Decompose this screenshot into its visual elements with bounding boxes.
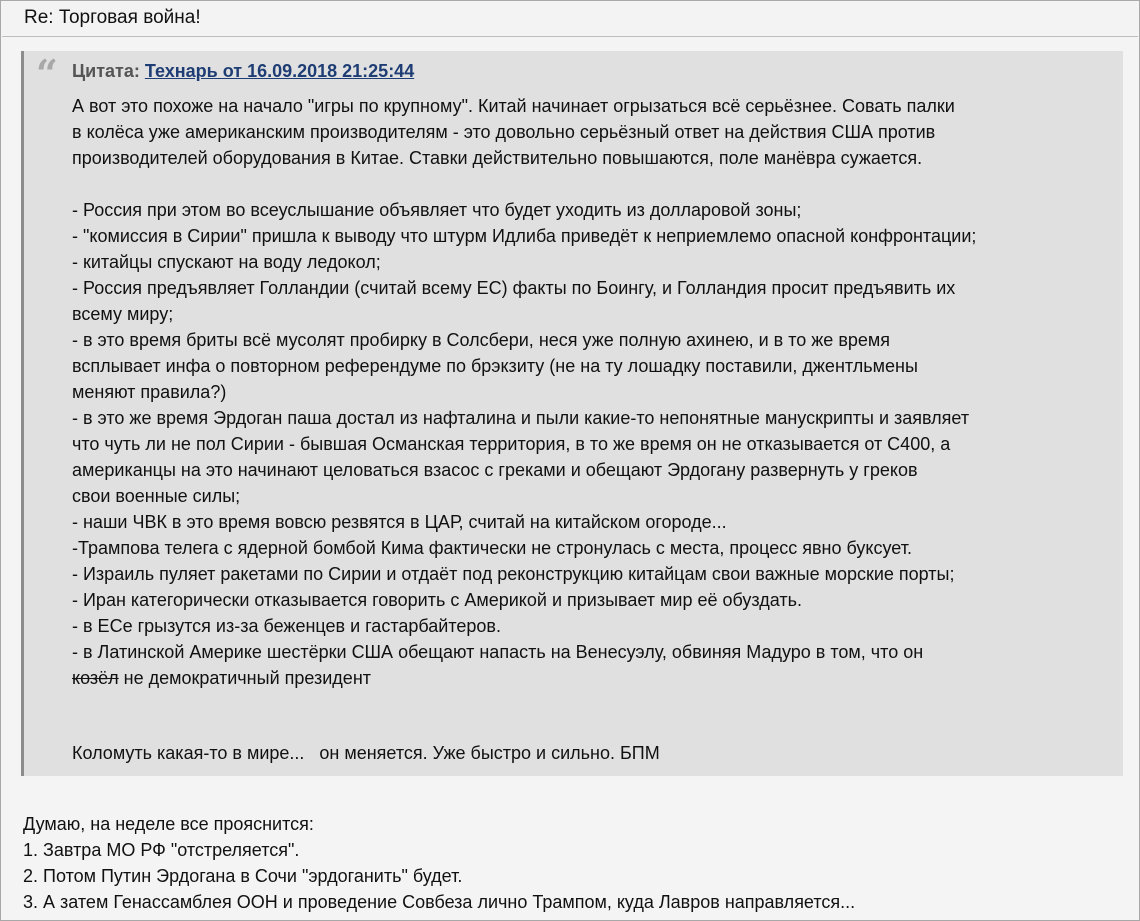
quote-body bbox=[72, 93, 1116, 691]
quote-block bbox=[21, 51, 1123, 776]
quote-line: - Иран категорически отказывается говорить с Америкой и призывает мир её обуздать. bbox=[72, 590, 803, 610]
quote-line: в колёса уже американским производителям - это довольно серьёзный ответ на действия США против bbox=[72, 122, 936, 142]
quote-header bbox=[72, 61, 414, 82]
quote-line-rest: не демократичный президент bbox=[118, 668, 371, 688]
post-title: Re: Торговая война! bbox=[24, 7, 201, 28]
quote-line: американцы на это начинают целоваться взасос с греками и обещают Эрдогану развернуть у греков bbox=[72, 460, 918, 480]
reply-line: 2. Потом Путин Эрдогана в Сочи "эрдоганить" будет. bbox=[23, 866, 463, 886]
strikethrough-text: козёл bbox=[72, 668, 119, 688]
quote-line: меняют правила?) bbox=[72, 382, 227, 402]
quote-line: - наши ЧВК в это время вовсю резвятся в ЦАР, считай на китайском огороде... bbox=[72, 512, 727, 532]
quote-line: - в ЕСе грызутся из-за беженцев и гастарбайтеров. bbox=[72, 616, 501, 636]
quote-line: производителей оборудования в Китае. Ставки действительно повышаются, поле манёвра сужается. bbox=[72, 148, 923, 168]
quote-line: всплывает инфа о повторном референдуме по брэкзиту (не на ту лошадку поставили, джентльмены bbox=[72, 356, 918, 376]
quote-line: всему миру; bbox=[72, 304, 174, 324]
quote-line: - Россия предъявляет Голландии (считай всему ЕС) факты по Боингу, и Голландия просит предъявить их bbox=[72, 278, 956, 298]
quote-line: - в Латинской Америке шестёрки США обещают напасть на Венесуэлу, обвиняя Мадуро в том, что он bbox=[72, 642, 924, 662]
quote-label: Цитата: bbox=[72, 61, 145, 81]
reply-line: 1. Завтра МО РФ "отстреляется". bbox=[23, 840, 300, 860]
quote-icon: “ bbox=[36, 51, 58, 96]
quote-line bbox=[72, 665, 1116, 691]
quote-line: - китайцы спускают на воду ледокол; bbox=[72, 252, 381, 272]
quote-line: - Россия при этом во всеуслышание объявляет что будет уходить из долларовой зоны; bbox=[72, 200, 802, 220]
quote-line: - Израиль пуляет ракетами по Сирии и отдаёт под реконструкцию китайцам свои важные морские порты; bbox=[72, 564, 955, 584]
quote-line: свои военные силы; bbox=[72, 486, 241, 506]
quote-line: что чуть ли не пол Сирии - бывшая Османская территория, в то же время он не отказывается от С400, а bbox=[72, 434, 951, 454]
reply-line: Думаю, на неделе все прояснится: bbox=[23, 814, 314, 834]
post-header bbox=[2, 2, 1138, 37]
quote-closing-line: Коломуть какая-то в мире... он меняется. Уже быстро и сильно. БПМ bbox=[72, 743, 660, 763]
quote-line: -Трампова телега с ядерной бомбой Кима фактически не стронулась с места, процесс явно буксует. bbox=[72, 538, 912, 558]
quote-line: - в это время бриты всё мусолят пробирку в Солсбери, неся уже полную ахинею, и в то же время bbox=[72, 330, 891, 350]
reply-line: 3. А затем Генассамблея ООН и проведение Совбеза лично Трампом, куда Лавров направляется... bbox=[23, 892, 856, 912]
quote-line: - в это же время Эрдоган паша достал из нафталина и пыли какие-то непонятные манускрипты и заявляет bbox=[72, 408, 970, 428]
reply-body bbox=[23, 811, 855, 915]
quote-author-link[interactable]: Технарь от 16.09.2018 21:25:44 bbox=[144, 61, 415, 81]
quote-line: А вот это похоже на начало "игры по крупному". Китай начинает огрызаться всё серьёзнее. Совать палки bbox=[72, 96, 955, 116]
quote-line: - "комиссия в Сирии" пришла к выводу что штурм Идлиба приведёт к неприемлемо опасной конфронтации; bbox=[72, 226, 977, 246]
